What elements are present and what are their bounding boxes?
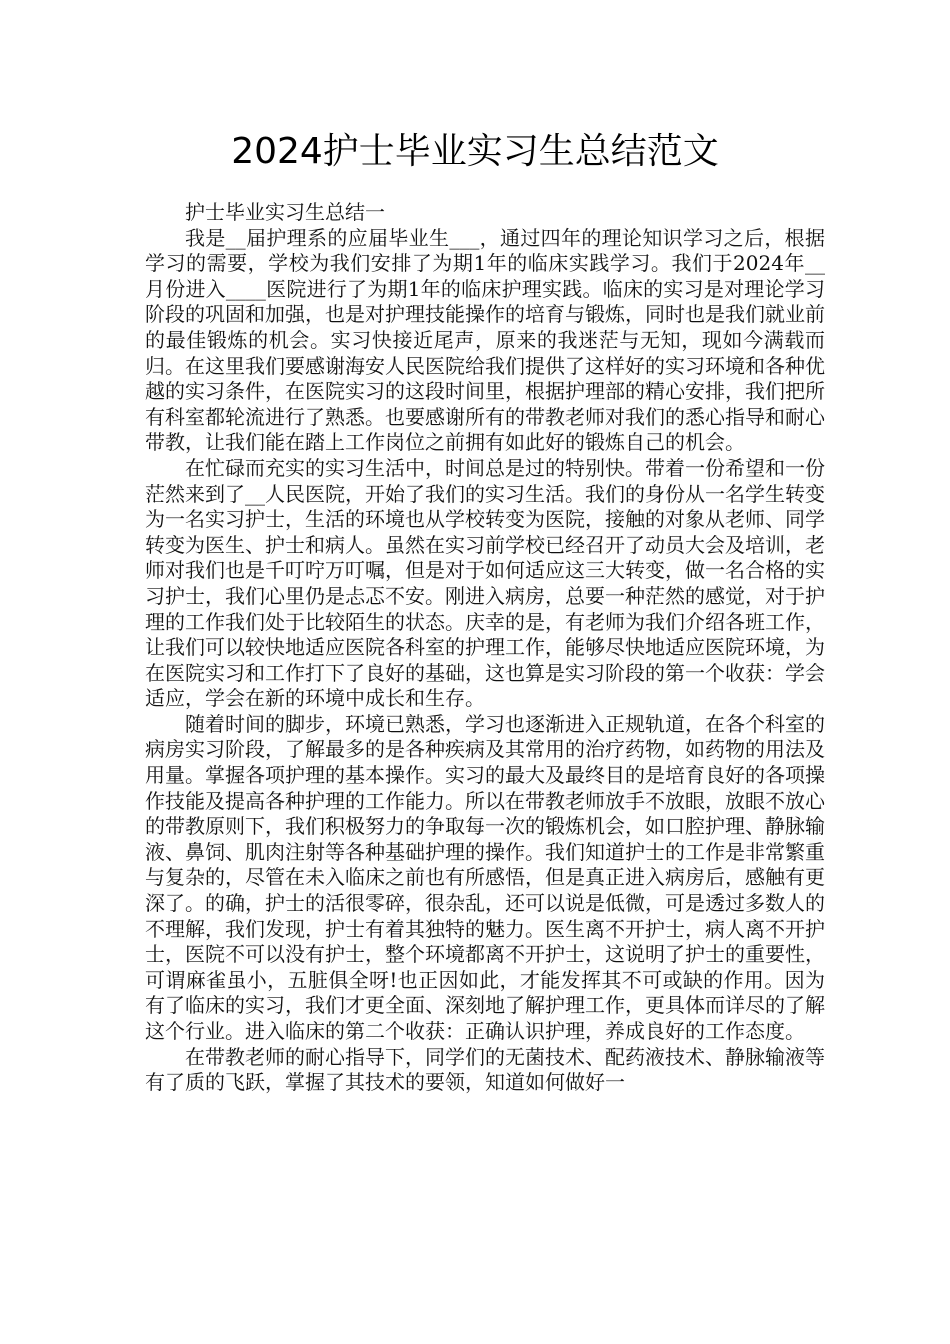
- paragraph-intro: 我是__届护理系的应届毕业生___，通过四年的理论知识学习之后，根据学习的需要，学校为我们安排了为期1年的临床实践学习。我们于2024年__月份进入____医院进行了为期1年的临床护理实践。临床的实习是对理论学习阶段的巩固和加强，也是对护理技能操作的培育与锻炼，同时也是我们就业前的最佳锻炼的机会。实习快接近尾声，原来的我迷茫与无知，现如今满载而归。在这里我们要感谢海安人民医院给我们提供了这样好的实习环境和各种优越的实习条件，在医院实习的这段时间里，根据护理部的精心安排，我们把所有科室都轮流进行了熟悉。也要感谢所有的带教老师对我们的悉心指导和耐心带教，让我们能在踏上工作岗位之前拥有如此好的锻炼自己的机会。: [145, 225, 825, 455]
- section-heading: 护士毕业实习生总结一: [185, 200, 385, 224]
- paragraph-adaptation: 在忙碌而充实的实习生活中，时间总是过的特别快。带着一份希望和一份茫然来到了__人民医院，开始了我们的实习生活。我们的身份从一名学生转变为一名实习护士，生活的环境也从学校转变为医院，接触的对象从老师、同学转变为医生、护士和病人。虽然在实习前学校已经召开了动员大会及培训，老师对我们也是千叮咛万叮嘱，但是对于如何适应这三大转变，做一名合格的实习护士，我们心里仍是忐忑不安。刚进入病房，总要一种茫然的感觉，对于护理的工作我们处于比较陌生的状态。庆幸的是，有老师为我们介绍各班工作，让我们可以较快地适应医院各科室的护理工作，能够尽快地适应医院环境，为在医院实习和工作打下了良好的基础，这也算是实习阶段的第一个收获：学会适应，学会在新的环境中成长和生存。: [145, 455, 825, 711]
- document-title: 2024护士毕业实习生总结范文: [231, 131, 719, 172]
- paragraph-practice: 随着时间的脚步，环境已熟悉，学习也逐渐进入正规轨道，在各个科室的病房实习阶段，了解最多的是各种疾病及其常用的治疗药物，如药物的用法及用量。掌握各项护理的基本操作。实习的最大及最终目的是培育良好的各项操作技能及提高各种护理的工作能力。所以在带教老师放手不放眼，放眼不放心的带教原则下，我们积极努力的争取每一次的锻炼机会，如口腔护理、静脉输液、鼻饲、肌肉注射等各种基础护理的操作。我们知道护士的工作是非常繁重与复杂的，尽管在未入临床之前也有所感悟，但是真正进入病房后，感触有更深了。的确，护士的活很零碎，很杂乱，还可以说是低微，可是透过多数人的不理解，我们发现，护士有着其独特的魅力。医生离不开护士，病人离不开护士，医院不可以没有护士，整个环境都离不开护士，这说明了护士的重要性，可谓麻雀虽小，五脏俱全呀!也正因如此，才能发挥其不可或缺的作用。因为有了临床的实习，我们才更全面、深刻地了解护理工作，更具体而详尽的了解这个行业。进入临床的第二个收获：正确认识护理，养成良好的工作态度。: [145, 711, 825, 1043]
- paragraph-skills: 在带教老师的耐心指导下，同学们的无菌技术、配药液技术、静脉输液等有了质的飞跃，掌握了其技术的要领，知道如何做好一: [145, 1044, 825, 1095]
- document-body: [145, 200, 825, 1096]
